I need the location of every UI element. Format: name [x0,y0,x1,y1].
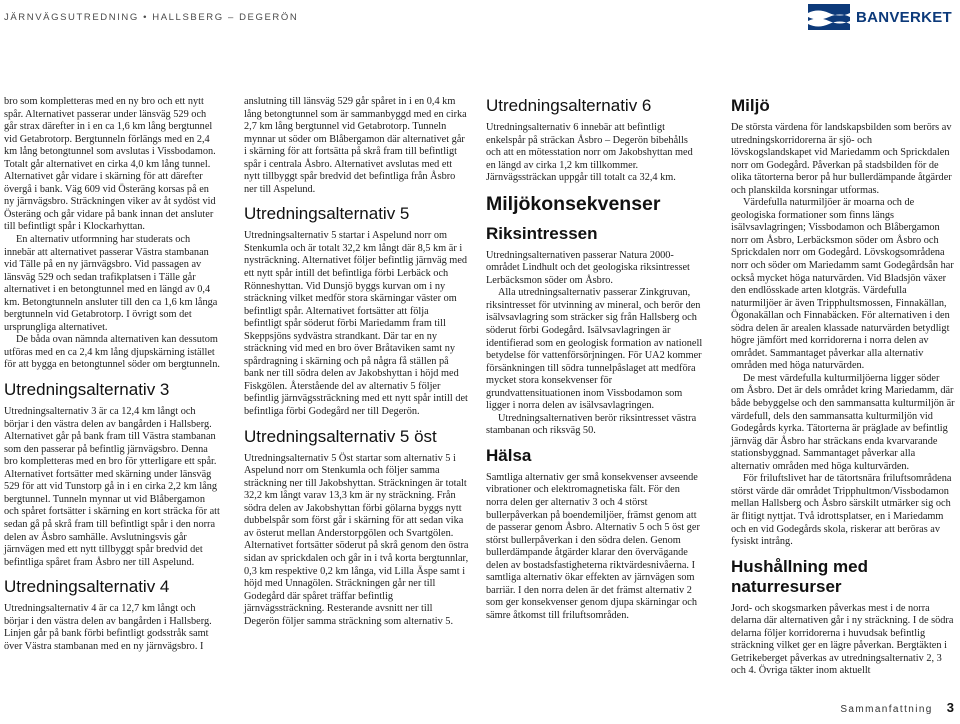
column-3 [486,96,704,623]
paragraph: Jord- och skogsmarken påverkas mest i de norra delarna där alternativen går i ny sträckning. I de södra delarna följer korridorerna i huvudsak befintlig sträckning vilket ger en lägre påverkan. Bergtäkten i Getrikeberget påverkas av utredningsalternativ 2, 3 och 4. Övriga täkter inom aktuellt [731,602,954,677]
page-header [0,0,960,40]
paragraph: Utredningsalternativ 5 Öst startar som alternativ 5 i Aspelund norr om Stenkumla och följer samma sträckning ner till Jakobshyttan. Sträckningen är totalt 32,2 km långt varav 13,3 km är ny sträckning. Från södra delen av Jakobshyttan förbi gölarna byggs nytt dubbelspår som först går i skärning för att sedan vika av österut mellan Anderstorpgölen och Svartgölen. Alternativet fortsätter söderut på skrå genom den östra sidan av sprickdalen och går in i två korta bergtunnlar, 0,3 km respektive 0,2 km långa, vid Lilla Äspe samt i höjd med Unnagölen. Sträckningen går ner till Godegård där spåret träffar befintlig järnvägssträckning. Resterande avsnitt ner till Degerön följer samma sträckning som alternativ 5. [244,452,469,627]
heading-miljo: Miljö [731,96,770,115]
paragraph: En alternativ utformning har studerats och innebär att alternativet passerar Västra stambanan vid Tälle på en ny järnvägsbro. Vid passagen av länsväg 529 och sedan trafikplatsen i Tälle går alternativet i en betongtunnel med en längd av 0,4 km. Betongtunneln ansluter till den ca 1,6 km långa bergtunneln vid Getabrotorp. I övrigt som det ursprungliga alternativet. [4,234,218,333]
paragraph: De mest värdefulla kulturmiljöerna ligger söder om Åsbro. Det är dels området kring Mariedamm, där både bebyggelse och den sammansatta kulturmiljön är värdefull, dels den sammansatta kulturmiljön vid Godegårds kyrka. Tätorterna är präglade av befintlig järnväg där Åsbro har sträckans enda kvarvarande stationsbyggnad. Sammantaget påverkar alla alternativ områden med höga kulturvärden. [731,372,955,472]
heading-hushallning: Hushållning med naturresurser [731,556,868,596]
paragraph: Utredningsalternativ 3 är ca 12,4 km långt och börjar i den västra delen av bangården i Hallsberg. Alternativet går på bank fram till Västra stambanan som den passerar på befintlig järnvägsbro. Denna bro kompletteras med en bro för ytterligare ett spår. Alternativet fortsätter med skärning under länsväg 529 för att vid Tunstorp gå in i en cirka 2,2 km lång bergtunnel. Tunneln mynnar ut vid Blåbergamon och spåret fortsätter i skärning en kort sträcka för att sedan gå på skrå fram till befintligt spår i den norra delen av Åsbro samhälle. Avslutningsvis går järnvägen med ett nytt tillbyggt spår bredvid det befintliga spåret fram Åsbro ner till Aspelund. [4,406,220,568]
paragraph: Värdefulla naturmiljöer är moarna och de geologiska formationer som finns längs isälvsavlagringen; Vissbodamon och Blåbergamon norr om Åsbro, Lerbäcksmon söder om Åsbro och Sprickdalen norr om Godegård. Lövskogsområdena norr och söder om Mariedamm samt Godegårdsån har också mycket höga naturvärden. Vid Bladsjön växer den endlösskade arten klotgräs. Värdefulla naturmiljöer är även Tripphultsmossen, Finnakällan, Ögonakällan och Finnabäcken. För alternativen i den södra delen är arealen klassade naturvärden betydligt högre jämfört med korridorerna i norra delen av området. Sammantaget påverkar alla alternativ områden med höga naturvärden. [731,197,954,372]
paragraph: Utredningsalternativ 6 innebär att befintligt enkelspår på sträckan Åsbro – Degerön bibehålls och att en mötesstation norr om Jakobshyttan med en längd av cirka 1,2 km tillkommer. Järnvägssträckan uppgår till totalt ca 32,4 km. [486,122,693,184]
heading-alternativ-5: Utredningsalternativ 5 [244,204,410,224]
paragraph: De största värdena för landskapsbilden som berörs av utredningskorridorerna är sjö- och lövskogslandskapet vid Mariedamm och Sprickdalen norr om Godegård. Påverkan på stadsbilden för de olika tätorterna beror på hur bullerdämpande åtgärder och planskilda korsningar utformas. [731,122,952,196]
paragraph: Samtliga alternativ ger små konsekvenser avseende vibrationer och elektromagnetiska fält. För den norra delen ger alternativ 3 och 4 störst bullerpåverkan på boendemiljöer, främst genom att de passerar genom Åsbro. Alternativ 5 och 5 öst ger störst bullerpåverkan i den södra delen. Genom bullerdämpande åtgärder klarar den övervägande delen av bostadsfastigheterna riktvärdesnivåerna. I samtliga alternativ ökar effekten av järnvägen som barriär. I den norra delen är det främst alternativ 2 som ger konsekvenser genom djupa skärningar och sämre åtkomst till friluftsområden. [486,471,700,621]
paragraph: Utredningsalternativ 5 startar i Aspelund norr om Stenkumla och är totalt 32,2 km långt där 8,5 km är i nysträckning. Alternativet följer befintlig järnväg med ett nytt spår intill det befintliga förbi Lerbäck och Rönneshyttan. Vid Dunsjö byggs kurvan om i ny sträckning vilket medför stora skärningar väster om befintligt spår. Alternativet fortsätter att följa befintligt spår söderut förbi Mariedamm fram till Skeppsjöns sydvästra strandkant. Där tar en ny sträckning vid med en bro över Bråtaviken samt ny spårdragning i skärning och på några få ställen på bank ner till södra delen av Jakobshyttan i höjd med Fiskgölen. Återstående del av alternativ 5 följer befintlig järnvägssträckning med ett nytt spår intill det befintliga förbi Godegård ner till Degerön. [244,230,468,418]
column-4 [731,96,955,678]
column-1 [4,96,220,653]
logo-wordmark: BANVERKET [855,8,952,26]
footer-section-label: Sammanfattning [840,704,933,715]
heading-alternativ-5-ost: Utredningsalternativ 5 öst [244,426,437,446]
paragraph: Utredningsalternativ 4 är ca 12,7 km långt och börjar i den västra delen av bangården i Hallsberg. Linjen går på bank förbi befintligt godsstråk samt över Västra stambanan med en ny järnvägsbro. I [4,603,212,652]
paragraph: Utredningsalternativen passerar Natura 2000-området Lindhult och det geologiska riksintresset Lerbäcksmon söder om Åsbro. [486,249,690,286]
banverket-logo [808,2,952,32]
paragraph: anslutning till länsväg 529 går spåret in i en 0,4 km lång betongtunnel som är sammanbyggd med en cirka 2,7 km lång bergtunnel vid Getabrotorp. Tunneln mynnar ut söder om Blåbergamon där alternativet går i skärning för att fortsätta på skrå fram till befintligt spår i centrala Åsbro. Alternativet avslutas med ett nytt tillbyggt spår bredvid det befintliga från Åsbro ner till Aspelund. [244,96,467,195]
heading-miljokonsekvenser: Miljökonsekvenser [486,192,661,215]
heading-halsa: Hälsa [486,445,532,465]
heading-alternativ-6: Utredningsalternativ 6 [486,96,652,115]
heading-alternativ-3: Utredningsalternativ 3 [4,380,170,400]
column-2 [244,96,469,628]
paragraph: Utredningsalternativen berör riksintresset västra stambanan och riksväg 50. [486,412,697,437]
paragraph: bro som kompletteras med en ny bro och ett nytt spår. Alternativet passerar under länsväg 529 och går strax därefter in i en ca 1,6 km lång bergtunnel vid Getabrotorp. Bergtunneln förlängs med en 2,4 km lång betongtunnel som avslutas i Vissbodamon. Totalt går alternativet en cirka 4,0 km lång tunnel. Alternativet går vidare i skärning för att därefter övergå i bank. Väg 609 vid Österäng korsas på en ny järnvägsbro. Sträckningen viker av åt sydöst vid Österäng och går vidare på bank innan det ansluter till befintligt spår i Klockarhyttan. [4,96,216,233]
paragraph: Alla utredningsalternativ passerar Zinkgruvan, riksintresset för utvinning av mineral, och berör den isälvsavlagring som sträcker sig från Hallsberg och söderut förbi Godegård. Isälvsavlagringen är identifierad som en geologisk formation av nationell betydelse för vattenförsörjningen. För UA2 kommer försänkningen till södra tunnelpåslaget att medföra mycket stora konsekvenser för grundvattensituationen inom Vissbodamon som ligger i norra delen av isälvsavlagringen. [486,287,703,412]
paragraph: De båda ovan nämnda alternativen kan dessutom utföras med en ca 2,4 km lång djupskärning istället för att bygga en betongtunnel söder om bergtunneln. [4,334,220,371]
banverket-flag-icon [808,4,850,30]
running-head: JÄRNVÄGSUTREDNING • HALLSBERG – DEGERÖN [4,12,299,23]
page-footer [840,700,954,715]
page-number: 3 [946,700,954,715]
heading-alternativ-4: Utredningsalternativ 4 [4,577,170,597]
heading-riksintressen: Riksintressen [486,223,598,243]
paragraph: För friluftslivet har de tätortsnära friluftsområdena störst värde där området Tripphultmon/Vissbodamon mellan Hallsberg och Åsbro särskilt utmärker sig och är flitigt nyttjat. Två idrottsplatser, en i Mariedamm och en vid Godegårds skola, riskerar att beröras av fysiskt intrång. [731,473,952,548]
